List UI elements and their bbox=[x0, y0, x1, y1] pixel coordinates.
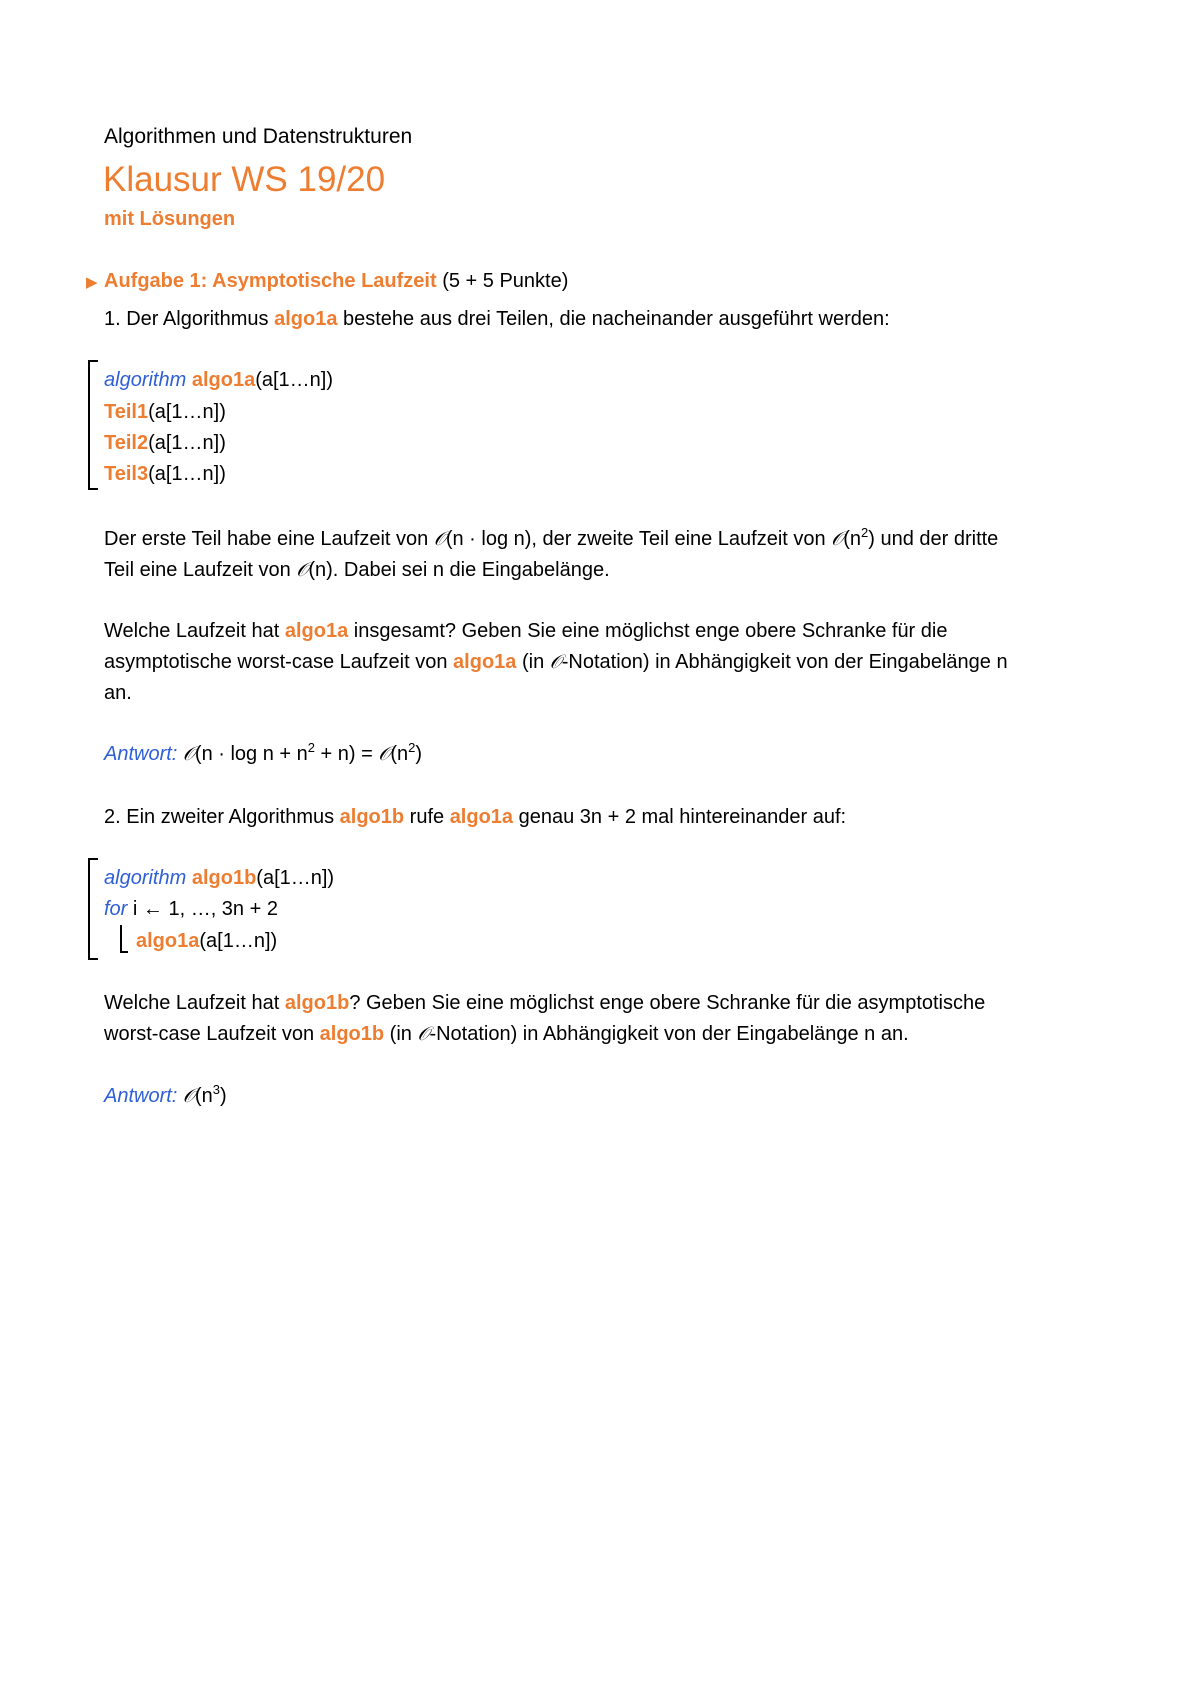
teil2-args: (a[1…n]) bbox=[148, 432, 226, 454]
code-line-for bbox=[104, 894, 278, 925]
algo1b-args: (a[1…n]) bbox=[256, 867, 335, 889]
part1-question-line3: an. bbox=[104, 682, 132, 704]
exponent: 2 bbox=[307, 740, 315, 755]
exponent: 3 bbox=[212, 1082, 220, 1097]
loop-body-bracket bbox=[120, 925, 128, 953]
algo1a-ref: algo1a bbox=[274, 308, 338, 330]
code-line-teil2 bbox=[104, 428, 226, 459]
task-marker-icon: ▶ bbox=[86, 274, 98, 291]
text: ) und der dritte bbox=[868, 528, 999, 550]
algo1b-ref: algo1b bbox=[284, 992, 350, 1014]
part1-intro-suffix: bestehe aus drei Teilen, die nacheinander ausgeführt werden: bbox=[337, 308, 890, 330]
big-o-symbol: 𝒪 bbox=[549, 651, 562, 673]
part2-intro bbox=[104, 802, 846, 833]
text: (n). Dabei sei n die Eingabelänge. bbox=[308, 559, 610, 581]
teil3-name: Teil3 bbox=[104, 463, 149, 485]
text: (in bbox=[516, 651, 550, 673]
text: (in bbox=[384, 1023, 418, 1045]
big-o-symbol: 𝒪 bbox=[182, 743, 195, 765]
part1-intro bbox=[104, 304, 890, 335]
big-o-symbol: 𝒪 bbox=[433, 528, 446, 550]
algo1a-args: (a[1…n]) bbox=[255, 369, 333, 391]
code-line-algorithm bbox=[104, 365, 333, 396]
teil1-args: (a[1…n]) bbox=[148, 401, 226, 423]
code-line-teil3 bbox=[104, 459, 226, 490]
part2-question-line2 bbox=[104, 1019, 909, 1050]
teil3-args: (a[1…n]) bbox=[148, 463, 226, 485]
algo1b-ref: algo1b bbox=[319, 1023, 385, 1045]
algo1a-ref: algo1a bbox=[449, 806, 514, 828]
exam-subtitle: mit Lösungen bbox=[104, 208, 236, 230]
answer-label: Antwort: bbox=[104, 743, 178, 765]
text: ? Geben Sie eine möglichst enge obere Schranke für die asymptotische bbox=[349, 992, 986, 1014]
text: (n bbox=[194, 1085, 213, 1107]
algo1b-ref: algo1b bbox=[339, 806, 405, 828]
text: ) bbox=[415, 743, 423, 765]
text: -Notation) in Abhängigkeit von der Eingabelänge n an. bbox=[429, 1023, 909, 1045]
algo1a-ref: algo1a bbox=[284, 620, 349, 642]
text: Welche Laufzeit hat bbox=[104, 992, 285, 1014]
code-line-algorithm-1b bbox=[104, 863, 334, 894]
algorithm-keyword: algorithm bbox=[104, 369, 187, 391]
text: insgesamt? Geben Sie eine möglichst enge obere Schranke für die bbox=[348, 620, 948, 642]
part1-question-line1 bbox=[104, 616, 947, 647]
answer-label: Antwort: bbox=[104, 1085, 178, 1107]
text: (n · log n), der zweite Teil eine Laufzeit von bbox=[445, 528, 832, 550]
part1-question-line2 bbox=[104, 647, 1008, 678]
code-line-teil1 bbox=[104, 397, 226, 428]
teil1-name: Teil1 bbox=[104, 401, 149, 423]
big-o-symbol: 𝒪 bbox=[417, 1023, 430, 1045]
text: (n bbox=[390, 743, 409, 765]
part1-answer bbox=[104, 739, 422, 770]
call-args: (a[1…n]) bbox=[199, 930, 278, 952]
text: 2. Ein zweiter Algorithmus bbox=[104, 806, 340, 828]
code-bracket bbox=[88, 858, 98, 960]
course-name: Algorithmen und Datenstrukturen bbox=[104, 125, 413, 148]
exponent: 2 bbox=[408, 740, 416, 755]
big-o-symbol: 𝒪 bbox=[182, 1085, 195, 1107]
text: Welche Laufzeit hat bbox=[104, 620, 285, 642]
exam-title: Klausur WS 19/20 bbox=[103, 160, 386, 199]
for-keyword: for bbox=[104, 898, 128, 920]
text: (n bbox=[843, 528, 861, 550]
text: Der erste Teil habe eine Laufzeit von bbox=[104, 528, 434, 550]
big-o-symbol: 𝒪 bbox=[296, 559, 309, 581]
task-title: Aufgabe 1: Asymptotische Laufzeit bbox=[104, 270, 437, 292]
teil2-name: Teil2 bbox=[104, 432, 149, 454]
algorithm-keyword: algorithm bbox=[104, 867, 187, 889]
text: genau 3n + 2 mal hintereinander auf: bbox=[513, 806, 847, 828]
text: -Notation) in Abhängigkeit von der Eingabelänge n bbox=[561, 651, 1008, 673]
code-line-call bbox=[136, 926, 277, 957]
algo1a-name: algo1a bbox=[191, 369, 256, 391]
text: rufe bbox=[404, 806, 450, 828]
text: ) bbox=[219, 1085, 227, 1107]
part1-intro-prefix: 1. Der Algorithmus bbox=[104, 308, 275, 330]
part1-desc-line1 bbox=[104, 524, 998, 555]
part1-desc-line2 bbox=[104, 555, 610, 586]
text: + n) = bbox=[314, 743, 379, 765]
task-points: (5 + 5 Punkte) bbox=[436, 270, 569, 292]
text: Teil eine Laufzeit von bbox=[104, 559, 297, 581]
big-o-symbol: 𝒪 bbox=[831, 528, 844, 550]
text: (n · log n + n bbox=[194, 743, 308, 765]
task-heading bbox=[86, 270, 568, 293]
big-o-symbol: 𝒪 bbox=[378, 743, 391, 765]
algo1b-name: algo1b bbox=[191, 867, 257, 889]
code-bracket bbox=[88, 360, 98, 490]
text: worst-case Laufzeit von bbox=[104, 1023, 320, 1045]
algo1a-call: algo1a bbox=[136, 930, 200, 952]
for-range: i ← 1, …, 3n + 2 bbox=[127, 898, 278, 920]
part2-answer bbox=[104, 1081, 227, 1112]
part2-question-line1 bbox=[104, 988, 985, 1019]
algo1a-ref: algo1a bbox=[453, 651, 517, 673]
text: asymptotische worst-case Laufzeit von bbox=[104, 651, 454, 673]
exponent: 2 bbox=[861, 525, 869, 540]
